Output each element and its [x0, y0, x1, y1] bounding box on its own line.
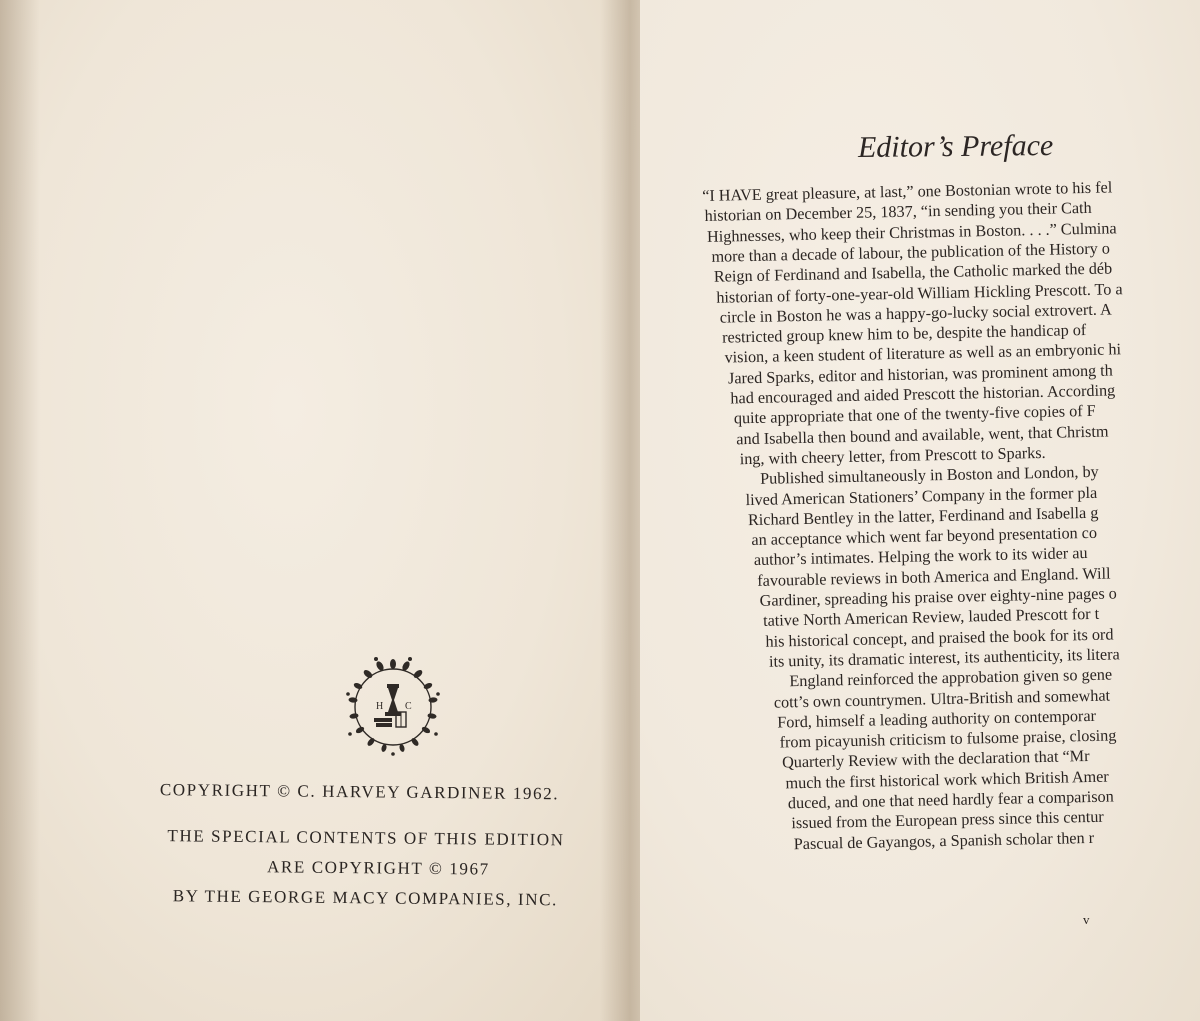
- preface-line: cott’s own countrymen. Ultra-British and somewhat: [773, 686, 1111, 712]
- page-edge-shadow: [0, 0, 40, 1021]
- preface-line: restricted group knew him to be, despite the handicap of: [721, 321, 1087, 347]
- preface-line: vision, a keen student of literature as well as an embryonic hi: [724, 340, 1122, 367]
- page-title: Editor’s Preface: [857, 128, 1054, 165]
- preface-line: Richard Bentley in the latter, Ferdinand and Isabella g: [747, 503, 1099, 529]
- copyright-line-1962: COPYRIGHT © C. HARVEY GARDINER 1962.: [159, 780, 560, 804]
- device-letter-c: C: [405, 701, 412, 712]
- preface-line: Reign of Ferdinand and Isabella, the Catholic marked the déb: [713, 259, 1113, 286]
- copyright-line-publisher: BY THE GEORGE MACY COMPANIES, INC.: [172, 886, 559, 910]
- preface-line: historian on December 25, 1837, “in sending you their Cath: [704, 199, 1092, 226]
- publisher-device-icon: [336, 650, 450, 760]
- device-letter-h: H: [376, 701, 384, 712]
- preface-line: its unity, its dramatic interest, its authenticity, its litera: [768, 645, 1120, 671]
- preface-line: issued from the European press since this centur: [791, 808, 1104, 833]
- preface-line: Gardiner, spreading his praise over eighty-nine pages o: [759, 584, 1117, 610]
- preface-line: an acceptance which went far beyond presentation co: [751, 523, 1098, 550]
- preface-line: more than a decade of labour, the publication of the History o: [711, 239, 1111, 266]
- preface-line: much the first historical work which British Amer: [785, 767, 1109, 793]
- preface-line: Pascual de Gayangos, a Spanish scholar then r: [793, 828, 1095, 853]
- preface-line: tative North American Review, lauded Prescott for t: [762, 605, 1100, 631]
- preface-line: circle in Boston he was a happy-go-lucky social extrovert. A: [719, 300, 1112, 327]
- preface-line: Jared Sparks, editor and historian, was prominent among th: [727, 361, 1113, 388]
- preface-line: had encouraged and aided Prescott the historian. According: [730, 381, 1116, 408]
- preface-line: duced, and one that need hardly fear a comparison: [787, 787, 1114, 813]
- preface-line: favourable reviews in both America and England. Will: [757, 564, 1111, 590]
- copyright-block: [150, 780, 630, 910]
- preface-line: quite appropriate that one of the twenty-five copies of F: [733, 402, 1096, 428]
- preface-line: “I HAVE great pleasure, at last,” one Bostonian wrote to his fel: [702, 178, 1113, 205]
- preface-line: Highnesses, who keep their Christmas in Boston. . . .” Culmina: [706, 218, 1117, 246]
- preface-line: author’s intimates. Helping the work to its wider au: [753, 544, 1088, 570]
- preface-line: Ford, himself a leading authority on contemporar: [777, 706, 1097, 732]
- page-number: v: [1083, 912, 1090, 927]
- preface-line: lived American Stationers’ Company in the former pla: [745, 483, 1098, 509]
- preface-line: historian of forty-one-year-old William Hickling Prescott. To a: [716, 279, 1123, 307]
- preface-line: England reinforced the approbation given so gene: [789, 665, 1113, 691]
- preface-line: from picayunish criticism to fulsome praise, closing: [779, 726, 1117, 752]
- preface-line: Published simultaneously in Boston and London, by: [759, 462, 1099, 489]
- copyright-line-1967: ARE COPYRIGHT © 1967: [266, 857, 490, 879]
- preface-line: and Isabella then bound and available, went, that Christm: [736, 422, 1109, 448]
- preface-line: ing, with cheery letter, from Prescott to Sparks.: [739, 443, 1046, 469]
- copyright-line-special-contents: THE SPECIAL CONTENTS OF THIS EDITION: [167, 826, 565, 850]
- preface-line: his historical concept, and praised the book for its ord: [765, 625, 1114, 651]
- preface-line: Quarterly Review with the declaration that “Mr: [781, 747, 1090, 772]
